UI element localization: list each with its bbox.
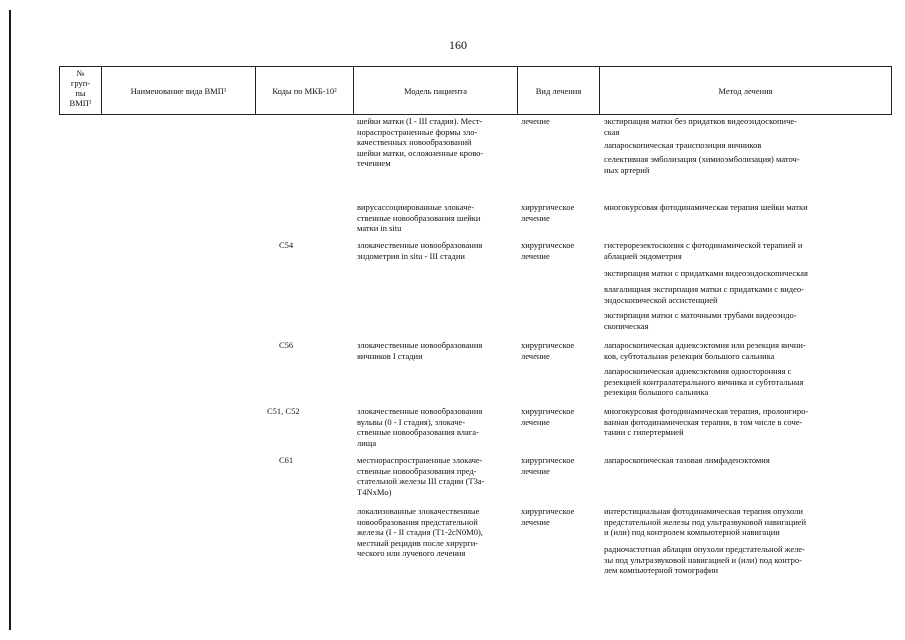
row-0-model xyxy=(357,116,483,169)
row-4-model xyxy=(357,406,482,448)
model-line: T4NxMo) xyxy=(357,486,392,497)
row-3-code: C56 xyxy=(279,340,294,350)
header-vmp-name: Наименование вида ВМП¹ xyxy=(130,86,227,96)
method-line: ванная фотодинамическая терапия, в том числе в соче- xyxy=(604,416,803,427)
header-treatment-method: Метод лечения xyxy=(718,86,773,96)
model-line: стательной железы III стадии (T3a- xyxy=(357,476,485,486)
method-line: зы под ультразвуковой навигацией и (или) под контро- xyxy=(604,554,803,565)
method-line: ская xyxy=(604,126,620,137)
type-line: лечение xyxy=(521,516,550,527)
model-line: качественных новообразований xyxy=(357,137,472,147)
type-line: лечение xyxy=(521,250,550,261)
method-line: лапароскопическая тазовая лимфаденэктомия xyxy=(604,455,770,465)
method-line: тании с гипертермией xyxy=(604,427,684,437)
method-line: радиочастотная аблация опухоли предстательной желе- xyxy=(604,544,806,554)
row-5-method-0 xyxy=(604,455,770,466)
model-line: вульвы (0 - I стадия), злокаче- xyxy=(357,416,466,427)
model-line: лища xyxy=(357,437,377,448)
header-patient-model: Модель пациента xyxy=(403,86,468,96)
row-3-type xyxy=(521,340,574,361)
method-line: интерстициальная фотодинамическая терапия опухоли xyxy=(604,506,803,516)
row-1-method-0 xyxy=(604,202,808,213)
method-line: предстательной железы под ультразвуковой навигацией xyxy=(604,516,807,527)
type-line: лечение xyxy=(521,116,550,126)
model-line: местный рецидив после хирурги- xyxy=(357,537,479,548)
model-line: местнораспространенные злокаче- xyxy=(357,455,483,465)
method-line: селективная эмболизация (химиоэмболизация) маточ- xyxy=(604,154,800,164)
row-6-method-1 xyxy=(604,544,805,576)
row-1-type xyxy=(521,202,574,223)
header-group-line: ВМП¹ xyxy=(69,98,92,108)
header-group-line: груп- xyxy=(70,78,91,88)
method-line: резекцией контралатерального яичника и субтотальная xyxy=(604,376,804,387)
type-line: лечение xyxy=(521,350,550,361)
row-2-method-3 xyxy=(604,310,797,331)
row-3-method-1 xyxy=(604,366,804,398)
method-line: влагалищная экстирпация матки с придатками с видео- xyxy=(604,284,804,294)
row-5-model xyxy=(357,455,484,497)
header-top-rule xyxy=(59,66,891,67)
method-line: аблацией эндометрия xyxy=(604,250,682,261)
row-3-method-0 xyxy=(604,340,806,361)
method-line: экстирпация матки с маточными трубами видеоэндо- xyxy=(604,310,797,320)
method-line: ков, субтотальная резекция большого сальника xyxy=(604,350,775,361)
type-line: лечение xyxy=(521,416,550,427)
method-line: лем компьютерной томографии xyxy=(604,565,718,575)
col-divider-6 xyxy=(891,66,892,115)
scan-edge xyxy=(9,10,11,630)
method-line: экстирпация матки с придатками видеоэндоскопическая xyxy=(604,268,808,278)
row-0-type xyxy=(521,116,550,127)
model-line: локализованные злокачественные xyxy=(357,506,480,516)
type-line: хирургическое xyxy=(521,202,575,212)
row-1-model xyxy=(357,202,480,234)
model-line: нораспространенные формы зло- xyxy=(357,126,478,137)
model-line: ственные новообразования шейки xyxy=(357,212,481,223)
row-5-type xyxy=(521,455,574,476)
type-line: хирургическое xyxy=(521,406,575,416)
row-2-method-1 xyxy=(604,268,808,279)
row-2-method-2 xyxy=(604,284,804,305)
row-2-type xyxy=(521,240,574,261)
type-line: хирургическое xyxy=(521,455,575,465)
method-line: лапароскопическая аднексэктомия односторонняя с xyxy=(604,366,792,376)
header-group-line: пы xyxy=(75,88,86,98)
row-3-model xyxy=(357,340,482,361)
header-bottom-rule xyxy=(59,114,891,115)
type-line: хирургическое xyxy=(521,506,575,516)
row-2-code: C54 xyxy=(279,240,294,250)
method-line: гистерорезектоскопия с фотодинамической терапией и xyxy=(604,240,803,250)
row-4-type xyxy=(521,406,574,427)
model-line: шейки матки, осложненные крово- xyxy=(357,147,484,158)
model-line: матки in situ xyxy=(357,223,402,233)
model-line: эндометрия in situ - III стадии xyxy=(357,250,465,261)
model-line: шейки матки (I - III стадия). Мест- xyxy=(357,116,483,126)
method-line: многокурсовая фотодинамическая терапия, пролонгиро- xyxy=(604,406,809,416)
method-line: эндоскопической ассистенцией xyxy=(604,294,718,305)
model-line: течением xyxy=(357,158,391,168)
model-line: ственные новообразования влага- xyxy=(357,427,479,437)
method-line: многокурсовая фотодинамическая терапия шейки матки xyxy=(604,202,808,212)
row-6-method-0 xyxy=(604,506,806,538)
row-0-method-0 xyxy=(604,116,797,137)
row-6-type xyxy=(521,506,574,527)
row-6-model xyxy=(357,506,483,559)
model-line: вирусассоциированные злокаче- xyxy=(357,202,475,212)
header-treatment-type: Вид лечения xyxy=(535,86,582,96)
row-2-model xyxy=(357,240,482,261)
model-line: злокачественные новообразования xyxy=(357,340,483,350)
method-line: лапароскопическая аднексэктомия или резекция яични- xyxy=(604,340,806,350)
model-line: новообразования предстательной xyxy=(357,516,478,527)
header-icd-codes: Коды по МКБ-10² xyxy=(272,86,337,96)
model-line: злокачественные новообразования xyxy=(357,240,483,250)
method-line: лапароскопическая транспозиция яичников xyxy=(604,140,762,150)
model-line: яичников I стадии xyxy=(357,350,423,361)
type-line: хирургическое xyxy=(521,240,575,250)
type-line: лечение xyxy=(521,212,550,223)
page-number: 160 xyxy=(449,38,467,52)
method-line: скопическая xyxy=(604,320,649,331)
row-2-method-0 xyxy=(604,240,802,261)
model-line: ческого или лучевого лечения xyxy=(357,548,466,558)
header-group-number xyxy=(60,68,101,108)
type-line: хирургическое xyxy=(521,340,575,350)
model-line: железы (I - II стадия (T1-2cN0M0), xyxy=(357,527,483,537)
method-line: и (или) под контролем компьютерной навигации xyxy=(604,527,780,537)
method-line: резекция большого сальника xyxy=(604,387,709,397)
row-4-code: C51, C52 xyxy=(267,406,300,416)
row-4-method-0 xyxy=(604,406,808,438)
method-line: экстирпация матки без придатков видеоэндоскопиче- xyxy=(604,116,797,126)
model-line: злокачественные новообразования xyxy=(357,406,483,416)
model-line: ственные новообразования пред- xyxy=(357,465,477,476)
row-0-method-1 xyxy=(604,140,761,151)
row-5-code: C61 xyxy=(279,455,294,465)
method-line: ных артерий xyxy=(604,164,650,175)
row-0-method-2 xyxy=(604,154,800,175)
header-group-line: № xyxy=(76,68,85,78)
type-line: лечение xyxy=(521,465,550,476)
